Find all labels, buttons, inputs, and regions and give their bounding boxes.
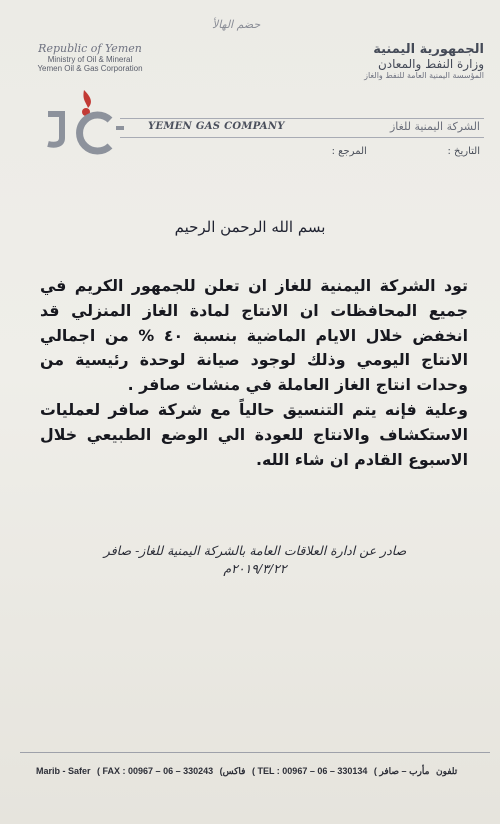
corporation-ar: المؤسسة اليمنية العامة للنفط والغاز [364, 71, 484, 80]
footer-location: Marib - Safer [36, 766, 91, 776]
announcement-body [40, 274, 468, 472]
footer-tel-ar: ( تلفون [373, 766, 458, 776]
arabic-letterhead [354, 42, 484, 80]
issued-date: ٢٠١٩/٣/٢٢م [223, 561, 287, 576]
footer-location-ar: مأرب – صافر [379, 766, 430, 776]
republic-ar: الجمهورية اليمنية [373, 42, 484, 57]
company-name-en: YEMEN GAS COMPANY [148, 121, 285, 132]
company-name-ar: الشركة اليمنية للغاز [389, 120, 480, 133]
paragraph-production-drop: تود الشركة اليمنية للغاز ان تعلن للجمهور الكريم في جميع المحافظات ان الانتاج لمادة الغاز المنزلي قد انخفض خلال الايام الماضية بنسبة ٤٠ % من اجمالي الانتاج اليومي وذلك لوجود صيانة لوحدة رئيسية من وحدات انتاج الغاز العاملة في منشات صافر . [40, 276, 469, 395]
footer-tel: ( TEL : 00967 – 06 – 330134 [251, 766, 368, 776]
corporation-en: Yemen Oil & Gas Corporation [37, 64, 143, 73]
company-logo-icon [40, 84, 132, 156]
issued-by-text: صادر عن ادارة العلاقات العامة بالشركة اليمنية للغاز- صافر [103, 543, 407, 558]
date-label: التاريخ : [447, 146, 480, 157]
ministry-en: Ministry of Oil & Mineral [47, 55, 133, 64]
issued-by-block [40, 542, 470, 578]
footer-contact [36, 766, 494, 777]
republic-en: Republic of Yemen [38, 42, 142, 55]
english-letterhead [30, 42, 150, 73]
footer-fax: ( FAX : 00967 – 06 – 330243 [97, 766, 214, 776]
company-name-band [120, 118, 484, 138]
paragraph-coordination: وعلية فإنه يتم التنسيق حالياً مع شركة صافر لعمليات الاستكشاف والانتاج للعودة الي الوضع الطبيعي خلال الاسبوع القادم ان شاء الله. [40, 399, 468, 469]
footer-divider [20, 752, 490, 753]
footer-fax-ar: (فاكس [219, 766, 246, 776]
ministry-ar: وزارة النفط والمعادن [377, 57, 484, 71]
date-ref-line [187, 146, 480, 157]
basmala: بسم الله الرحمن الرحيم [174, 218, 326, 236]
handwritten-note: حضم الهالأ [212, 18, 261, 31]
reference-label: المرجع : [331, 146, 367, 157]
